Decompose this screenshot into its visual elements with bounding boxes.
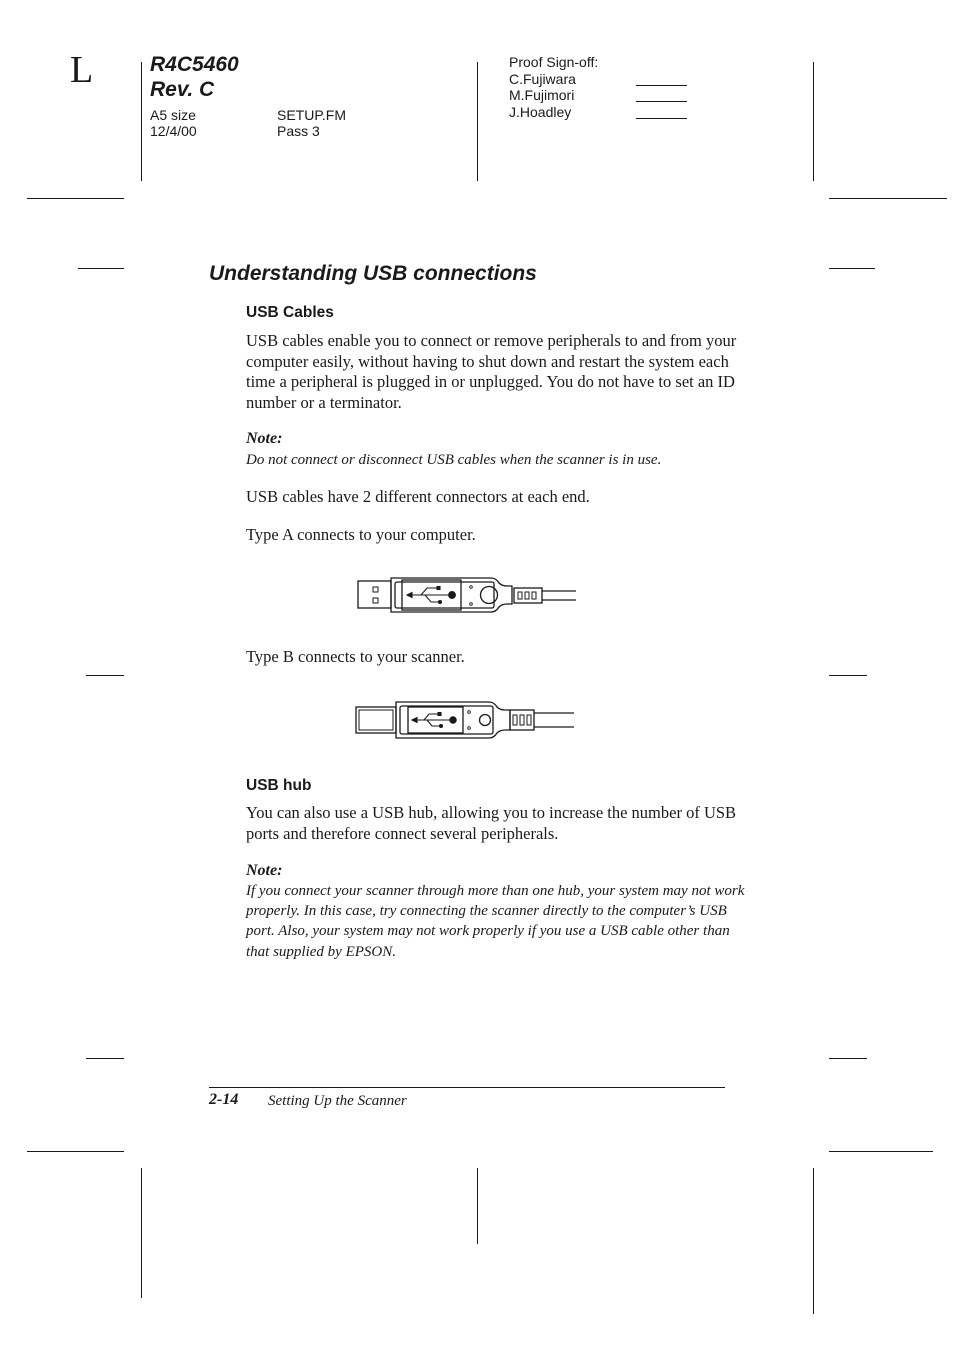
crop-mark (829, 1058, 867, 1059)
usb-type-b-connector-icon (350, 695, 580, 745)
note-text: If you connect your scanner through more than one hub, your system may not work properly. In this case, try connecting the scanner directly to the computer’s USB port. Also, your system may not work properly if you use a USB cable other than that supplied by EPSON. (246, 883, 745, 960)
crop-mark (477, 1168, 478, 1244)
crop-mark (829, 198, 947, 199)
model-number (150, 52, 239, 102)
signoff-line (636, 118, 687, 119)
page-size: A5 size (150, 107, 196, 123)
crop-mark (86, 1058, 124, 1059)
note-label: Note: (246, 430, 283, 447)
crop-mark (141, 62, 142, 181)
signoff-name: C.Fujiwara (509, 71, 576, 87)
crop-mark (477, 62, 478, 181)
crop-mark (813, 1168, 814, 1314)
type-b-paragraph: Type B connects to your scanner. (246, 647, 465, 666)
chapter-title: Setting Up the Scanner (268, 1093, 407, 1109)
type-a-paragraph: Type A connects to your computer. (246, 525, 476, 544)
footer-rule (209, 1087, 725, 1088)
crop-mark (829, 675, 867, 676)
model-line-2: Rev. C (150, 78, 215, 101)
signoff-line (636, 101, 687, 102)
corner-mark: L (70, 49, 94, 91)
note-text: Do not connect or disconnect USB cables when the scanner is in use. (246, 452, 662, 468)
crop-mark (78, 268, 124, 269)
section-heading-usb-cables: USB Cables (246, 304, 334, 321)
signoff-line (636, 85, 687, 86)
crop-mark (27, 198, 124, 199)
crop-mark (829, 268, 875, 269)
signoff-name: J.Hoadley (509, 104, 572, 120)
crop-mark (86, 675, 124, 676)
print-date: 12/4/00 (150, 123, 197, 139)
connectors-paragraph: USB cables have 2 different connectors at each end. (246, 487, 590, 506)
model-line-1: R4C5460 (150, 53, 239, 76)
crop-mark (27, 1151, 124, 1152)
page-title: Understanding USB connections (209, 262, 537, 285)
crop-mark (829, 1151, 933, 1152)
pass-number: Pass 3 (277, 123, 320, 139)
note-label: Note: (246, 862, 283, 879)
signoff-name: M.Fujimori (509, 87, 575, 103)
usb-type-a-connector-icon (350, 570, 580, 620)
usb-hub-paragraph: You can also use a USB hub, allowing you to increase the number of USB ports and therefore connect several peripherals. (246, 803, 737, 843)
proof-signoff-label: Proof Sign-off: (509, 54, 599, 70)
file-name: SETUP.FM (277, 107, 346, 123)
crop-mark (141, 1168, 142, 1298)
section-heading-usb-hub: USB hub (246, 777, 312, 794)
crop-mark (813, 62, 814, 181)
usb-cables-paragraph: USB cables enable you to connect or remove peripherals to and from your computer easily, without having to shut down and restart the system each time a peripheral is plugged in or unplugged. You do not have to set an ID number or a terminator. (246, 331, 737, 412)
page-number: 2-14 (209, 1091, 239, 1108)
